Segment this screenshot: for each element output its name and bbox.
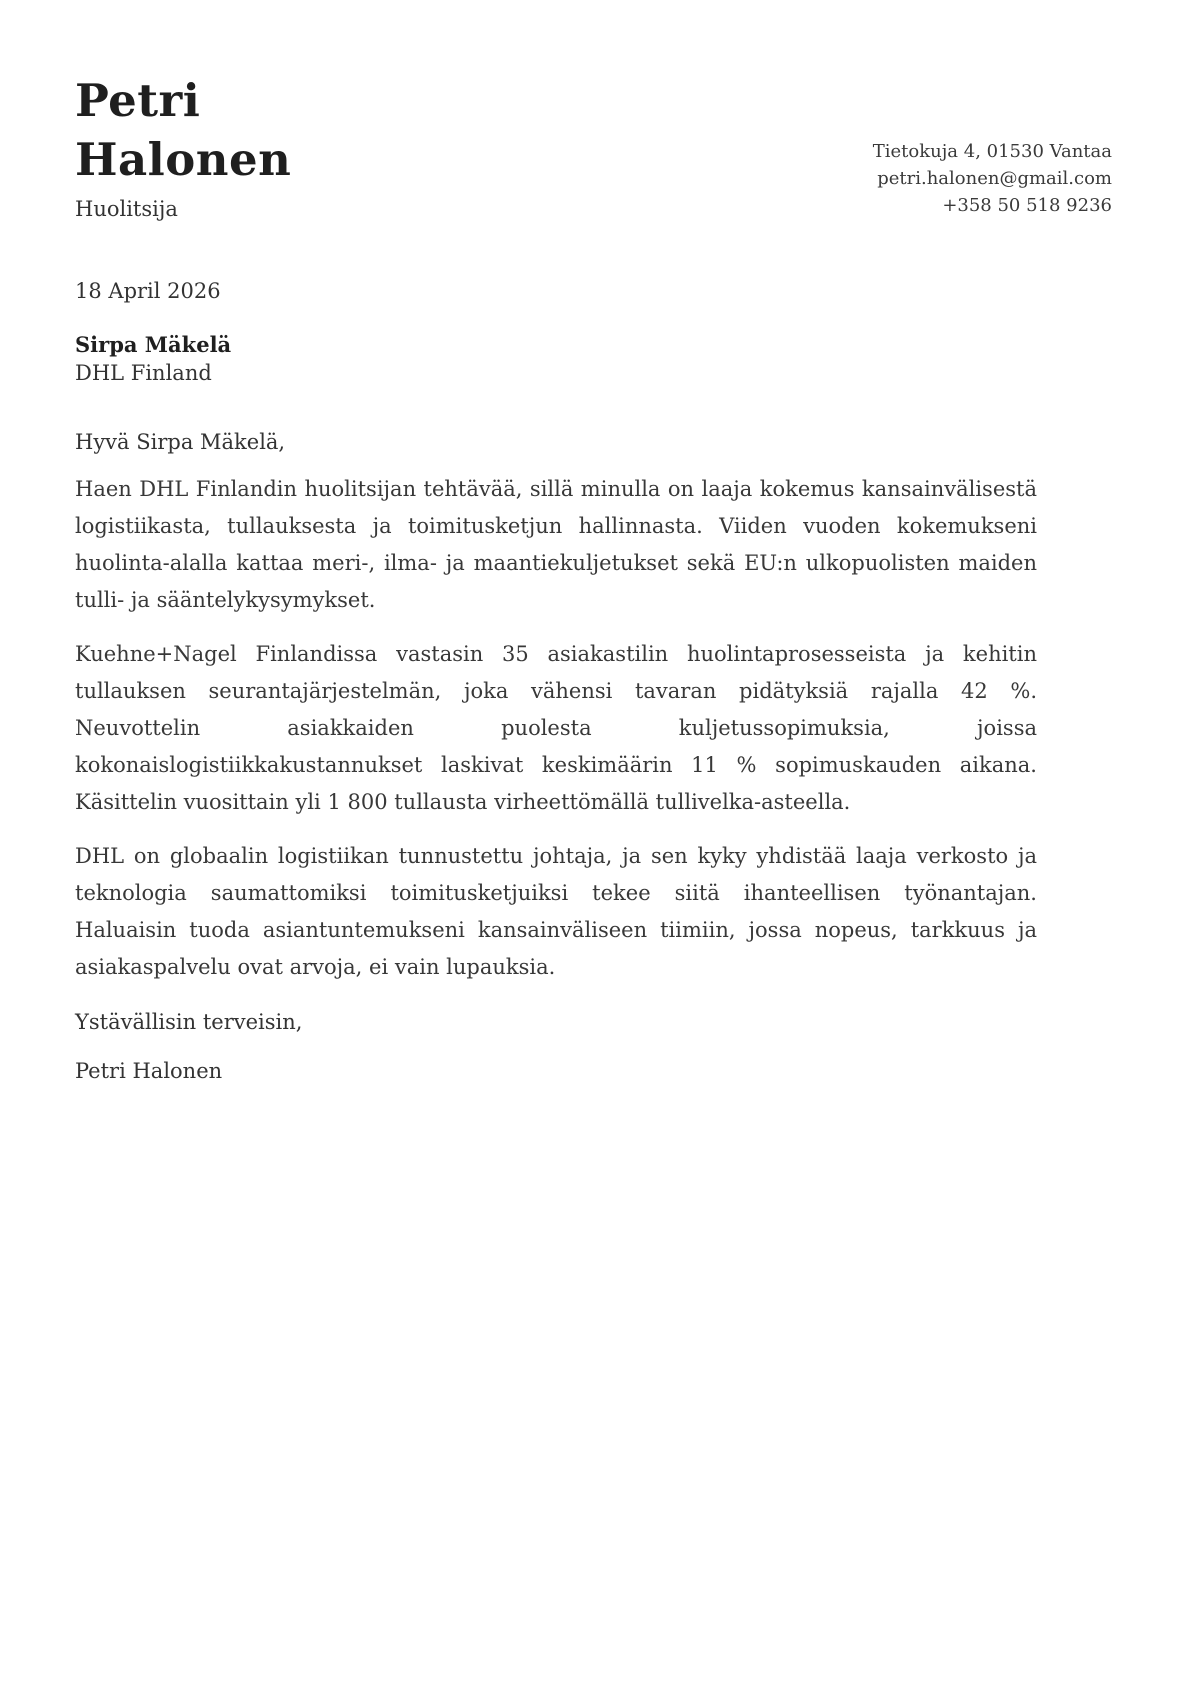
greeting: Hyvä Sirpa Mäkelä, <box>75 429 286 454</box>
letter-date: 18 April 2026 <box>75 279 221 303</box>
applicant-identity <box>75 72 415 221</box>
recipient-company: DHL Finland <box>75 361 212 386</box>
contact-address: Tietokuja 4, 01530 Vantaa <box>872 141 1112 162</box>
signature-name: Petri Halonen <box>75 1058 223 1083</box>
body-paragraph: Haen DHL Finlandin huolitsijan tehtävää, sillä minulla on laaja kokemus kansainvälisestä logistiikasta, tullauksesta ja toimitusketjun hallinnasta. Viiden vuoden kokemukseni huolinta-alalla kattaa meri-, ilma- ja maantiekuljetukset sekä EU:n ulkopuolisten maiden tulli- ja sääntelykysymykset. <box>75 476 1037 612</box>
contact-phone: +358 50 518 9236 <box>942 195 1112 216</box>
contact-email: petri.halonen@gmail.com <box>877 168 1112 189</box>
body-paragraph: DHL on globaalin logistiikan tunnustettu johtaja, ja sen kyky yhdistää laaja verkosto ja teknologia saumattomiksi toimitusketjuiksi tekee siitä ihanteellisen työnantajan. Haluaisin tuoda asiantuntemukseni kansainväliseen tiimiin, jossa nopeus, tarkkuus ja asiakaspalvelu ovat arvoja, ei vain lupauksia. <box>75 843 1037 979</box>
contact-block <box>873 138 1112 221</box>
letter-header <box>75 72 1112 221</box>
recipient-name: Sirpa Mäkelä <box>75 332 232 357</box>
closing-line: Ystävällisin terveisin, <box>75 1009 303 1034</box>
applicant-job-title: Huolitsija <box>75 197 178 221</box>
body-paragraph: Kuehne+Nagel Finlandissa vastasin 35 asiakastilin huolintaprosesseista ja kehitin tullauksen seurantajärjestelmän, joka vähensi tavaran pidätyksiä rajalla 42 %. Neuvottelin asiakkaiden puolesta kuljetussopimuksia, joissa kokonaislogistiikkakustannukset laskivat keskimäärin 11 % sopimuskauden aikana. Käsittelin vuosittain yli 1 800 tullausta virheettömällä tullivelka-asteella. <box>75 641 1037 814</box>
recipient-block <box>75 331 1112 388</box>
applicant-name: Petri Halonen <box>75 74 292 186</box>
